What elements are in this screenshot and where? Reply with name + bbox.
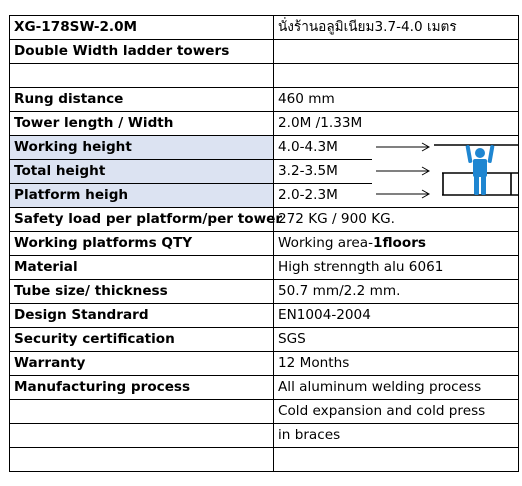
table-row — [10, 208, 519, 232]
empty-cell — [10, 424, 274, 448]
spec-label: Safety load per platform/per tower — [10, 208, 274, 232]
spec-value-text: 3.2-3.5M — [278, 163, 338, 179]
spec-value: EN1004-2004 — [274, 304, 519, 328]
spec-value: 460 mm — [274, 88, 519, 112]
table-row — [10, 400, 519, 424]
table-row — [10, 112, 519, 136]
table-row — [10, 232, 519, 256]
table-row — [10, 448, 519, 472]
empty-cell — [10, 400, 274, 424]
spec-label: Security certification — [10, 328, 274, 352]
table-row — [10, 16, 519, 40]
spec-label: Warranty — [10, 352, 274, 376]
empty-cell — [10, 64, 274, 88]
scaffold-illustration — [372, 137, 518, 203]
spec-value: High strenngth alu 6061 — [274, 256, 519, 280]
spec-value-text: 2.0-2.3M — [278, 187, 338, 203]
spec-value: 2.0M /1.33M — [274, 112, 519, 136]
spec-value: 12 Months — [274, 352, 519, 376]
table-row — [10, 352, 519, 376]
spec-label: Working height — [10, 136, 274, 160]
note-line: in braces — [274, 424, 519, 448]
table-row — [10, 424, 519, 448]
spec-value-text: 4.0-4.3M — [278, 139, 338, 155]
table-row — [10, 88, 519, 112]
value-bold: 1floors — [372, 235, 426, 251]
table-row — [10, 280, 519, 304]
spec-label: Working platforms QTY — [10, 232, 274, 256]
empty-cell — [274, 64, 519, 88]
table-row — [10, 64, 519, 88]
empty-cell — [10, 448, 274, 472]
table-row — [10, 256, 519, 280]
spec-label: Rung distance — [10, 88, 274, 112]
subtitle-cell: Double Width ladder towers — [10, 40, 274, 64]
empty-cell — [274, 40, 519, 64]
table-row — [10, 328, 519, 352]
spec-label: Tube size/ thickness — [10, 280, 274, 304]
note-line: Cold expansion and cold press — [274, 400, 519, 424]
spec-label: Material — [10, 256, 274, 280]
table-row — [10, 304, 519, 328]
model-cell: XG-178SW-2.0M — [10, 16, 274, 40]
table-row — [10, 40, 519, 64]
spec-label: Tower length / Width — [10, 112, 274, 136]
spec-label: Total height — [10, 160, 274, 184]
spec-value: All aluminum welding process — [274, 376, 519, 400]
empty-cell — [274, 448, 519, 472]
spec-value: SGS — [274, 328, 519, 352]
spec-label: Design Standrard — [10, 304, 274, 328]
thai-title-cell: นั่งร้านอลูมิเนียม3.7-4.0 เมตร — [274, 16, 519, 40]
spec-value: 272 KG / 900 KG. — [274, 208, 519, 232]
spec-label: Platform heigh — [10, 184, 274, 208]
spec-value — [274, 232, 519, 256]
value-prefix: Working area- — [278, 235, 373, 251]
spec-table — [9, 15, 519, 472]
spec-label: Manufacturing process — [10, 376, 274, 400]
spec-value: 50.7 mm/2.2 mm. — [274, 280, 519, 304]
table-row — [10, 376, 519, 400]
